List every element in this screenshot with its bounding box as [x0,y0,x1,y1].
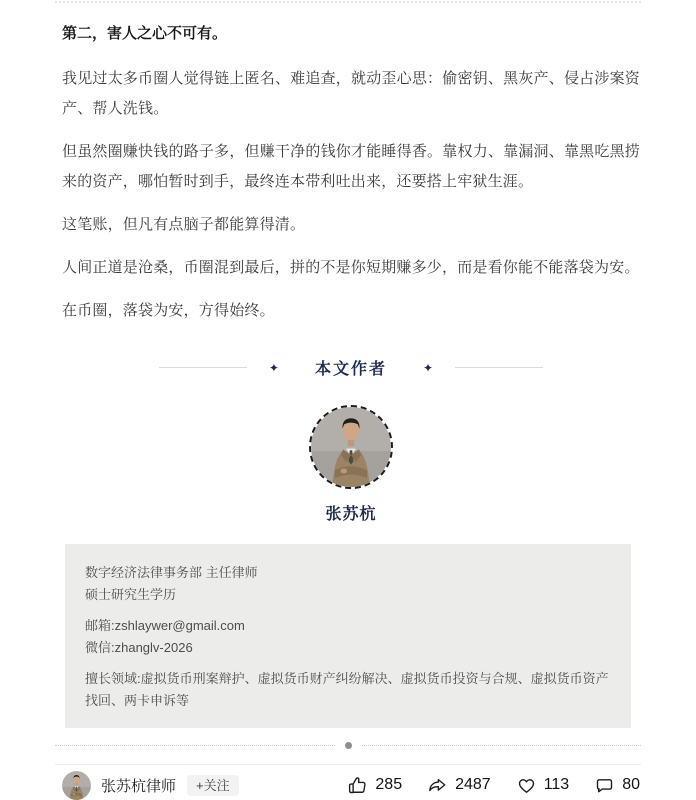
comment-count: 80 [622,776,640,793]
profile-specialty-group [85,668,611,712]
footer-author-avatar[interactable] [62,771,91,800]
profile-email-line: 邮箱:zshlaywer@gmail.com [85,618,245,633]
comment-stat[interactable] [594,775,640,796]
thumbs-up-icon [347,775,368,796]
profile-contact-group [85,615,611,659]
paragraph: 在币圈，落袋为安，方得始终。 [62,302,275,319]
like-stat[interactable] [347,775,402,796]
divider-line [159,367,247,368]
engagement-stats [347,775,640,796]
author-section-title: 本文作者 [314,361,387,378]
author-section-divider [62,356,640,379]
heart-stat[interactable] [516,775,570,796]
share-count: 2487 [455,776,491,793]
comment-icon [594,775,615,796]
divider-line [455,367,543,368]
author-portrait-image [311,407,391,487]
author-avatar-row [62,405,640,489]
end-of-article-divider [55,742,641,749]
paragraph: 但虽然圈赚快钱的路子多，但赚干净的钱你才能睡得香。靠权力、靠漏洞、靠黑吃黑捞来的资产，哪怕暂时到手，最终连本带利吐出来，还要搭上牢狱生涯。 [62,143,640,190]
profile-specialty-line: 擅长领域:虚拟货币刑案辩护、虚拟货币财产纠纷解决、虚拟货币投资与合规、虚拟货币资产找回、两卡申诉等 [85,671,609,708]
section-heading: 第二，害人之心不可有。 [62,25,228,42]
profile-title-group [85,562,611,606]
paragraph: 人间正道是沧桑，币圈混到最后，拼的不是你短期赚多少，而是看你能不能落袋为安。 [62,259,640,276]
author-profile-card [65,544,631,728]
follow-button[interactable]: +关注 [187,775,239,796]
divider-dot [345,742,352,749]
profile-wechat-line: 微信:zhanglv-2026 [85,640,193,655]
article-body [62,22,640,728]
like-count: 285 [375,776,403,793]
heart-count: 113 [543,776,570,793]
footer-author-portrait-image [62,771,91,800]
share-icon [427,775,448,796]
star-icon: ✦ [268,360,279,375]
top-dashed-border [55,1,641,3]
footer-author-name[interactable]: 张苏杭律师 [101,777,177,795]
author-name: 张苏杭 [325,506,377,523]
divider-dotted-line [55,745,335,746]
star-icon: ✦ [423,360,434,375]
heart-icon [516,775,537,796]
author-avatar [309,405,393,489]
footer-bar [62,770,640,800]
divider-dotted-line [362,745,642,746]
paragraph: 这笔账，但凡有点脑子都能算得清。 [62,216,306,233]
profile-title-line: 数字经济法律事务部 主任律师 [85,565,258,580]
profile-education-line: 硕士研究生学历 [85,587,177,602]
footer-rule [55,764,641,765]
paragraph: 我见过太多币圈人觉得链上匿名、难追查，就动歪心思：偷密钥、黑灰产、侵占涉案资产、帮人洗钱。 [62,70,640,117]
share-stat[interactable] [427,775,491,796]
